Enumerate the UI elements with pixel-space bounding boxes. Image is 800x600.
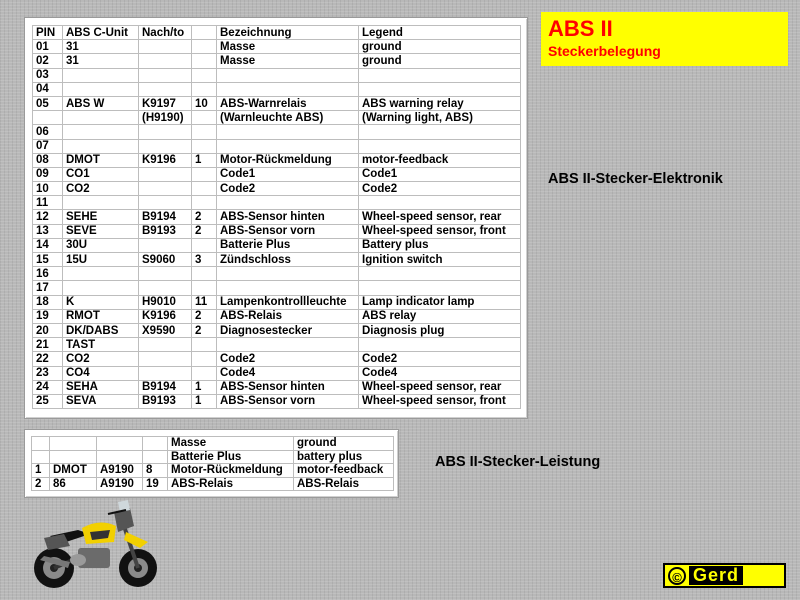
table-row (33, 153, 521, 167)
table-cell: K9196 (139, 309, 192, 323)
table-cell: 31 (63, 54, 139, 68)
copyright-icon: © (668, 567, 686, 585)
table-row (33, 338, 521, 352)
table-cell (192, 281, 217, 295)
table-cell (139, 366, 192, 380)
table-cell (139, 167, 192, 181)
table-cell (139, 125, 192, 139)
table-cell: 2 (192, 323, 217, 337)
table-cell: 25 (33, 394, 63, 408)
table-row (33, 224, 521, 238)
table-row (33, 139, 521, 153)
table-cell (139, 338, 192, 352)
table-cell: 10 (33, 182, 63, 196)
table-cell: Masse (168, 437, 294, 451)
table-cell: 2 (192, 224, 217, 238)
table-cell (139, 267, 192, 281)
table-cell (97, 437, 143, 451)
table-cell: Batterie Plus (217, 238, 359, 252)
table-cell (192, 182, 217, 196)
title-box (541, 12, 788, 66)
table-cell: ground (294, 437, 394, 451)
table-cell (50, 437, 97, 451)
table-cell: Code4 (359, 366, 521, 380)
table-row (32, 464, 394, 478)
table-cell: 86 (50, 477, 97, 491)
table-cell: 11 (33, 196, 63, 210)
table-cell (139, 281, 192, 295)
table-cell (217, 338, 359, 352)
table-row (33, 394, 521, 408)
table-cell: motor-feedback (294, 464, 394, 478)
table-cell (50, 450, 97, 464)
table-cell (217, 281, 359, 295)
table-cell: A9190 (97, 464, 143, 478)
table-cell (217, 267, 359, 281)
table-cell: DK/DABS (63, 323, 139, 337)
table-cell: 09 (33, 167, 63, 181)
column-header: Legend (359, 26, 521, 40)
table-cell: 20 (33, 323, 63, 337)
table-cell: 07 (33, 139, 63, 153)
table-cell (217, 139, 359, 153)
power-connector-table (31, 436, 394, 491)
table-cell: X9590 (139, 323, 192, 337)
table-cell (359, 196, 521, 210)
table-cell: DMOT (50, 464, 97, 478)
table-cell: 16 (33, 267, 63, 281)
table-row (33, 380, 521, 394)
table-row (33, 182, 521, 196)
table-cell (192, 167, 217, 181)
table-cell (192, 196, 217, 210)
table-cell (63, 267, 139, 281)
table-cell: 31 (63, 40, 139, 54)
table-cell: CO1 (63, 167, 139, 181)
table-cell (139, 238, 192, 252)
table-cell: ABS warning relay (359, 96, 521, 110)
table-cell: 17 (33, 281, 63, 295)
table-cell (63, 125, 139, 139)
table-cell: Diagnosestecker (217, 323, 359, 337)
table-cell: (Warning light, ABS) (359, 111, 521, 125)
pin-assignment-table (32, 25, 521, 409)
table-row (33, 267, 521, 281)
column-header: ABS C-Unit (63, 26, 139, 40)
table-cell: 13 (33, 224, 63, 238)
table-row (33, 309, 521, 323)
table-cell: K9197 (139, 96, 192, 110)
power-table-panel (24, 429, 399, 498)
table-cell: 02 (33, 54, 63, 68)
table-cell: S9060 (139, 253, 192, 267)
table-cell: 15 (33, 253, 63, 267)
table-row (32, 477, 394, 491)
table-cell (32, 437, 50, 451)
table-cell: 04 (33, 82, 63, 96)
table-cell (192, 238, 217, 252)
table-cell: B9193 (139, 394, 192, 408)
column-header (192, 26, 217, 40)
table-cell (139, 352, 192, 366)
table-cell: B9194 (139, 210, 192, 224)
table-cell: Code2 (217, 182, 359, 196)
table-cell (139, 139, 192, 153)
table-cell: Code2 (359, 352, 521, 366)
column-header: Bezeichnung (217, 26, 359, 40)
table-cell: ABS-Relais (217, 309, 359, 323)
table-row (32, 437, 394, 451)
table-cell: battery plus (294, 450, 394, 464)
table-cell (97, 450, 143, 464)
table-row (33, 196, 521, 210)
table-cell: ABS-Sensor hinten (217, 380, 359, 394)
table-cell: 8 (143, 464, 168, 478)
table-cell: 08 (33, 153, 63, 167)
table-cell: Code2 (217, 352, 359, 366)
table-cell: A9190 (97, 477, 143, 491)
table-cell: Ignition switch (359, 253, 521, 267)
table-cell: Lamp indicator lamp (359, 295, 521, 309)
copyright-logo (663, 563, 786, 588)
table-cell: 24 (33, 380, 63, 394)
table-cell: RMOT (63, 309, 139, 323)
table-cell: ABS relay (359, 309, 521, 323)
table-cell: Code1 (217, 167, 359, 181)
column-header: PIN (33, 26, 63, 40)
table-row (33, 40, 521, 54)
table-row (33, 352, 521, 366)
table-cell: Wheel-speed sensor, rear (359, 210, 521, 224)
table-row (33, 210, 521, 224)
column-header: Nach/to (139, 26, 192, 40)
table-cell (217, 68, 359, 82)
table-cell: 22 (33, 352, 63, 366)
table-cell (139, 40, 192, 54)
table-row (33, 281, 521, 295)
table-cell: 01 (33, 40, 63, 54)
table-cell (139, 54, 192, 68)
table-cell: (Warnleuchte ABS) (217, 111, 359, 125)
table-cell: 1 (192, 394, 217, 408)
table-cell: 21 (33, 338, 63, 352)
table-cell (217, 125, 359, 139)
table-cell (192, 40, 217, 54)
table-cell: 1 (192, 153, 217, 167)
table-cell: ABS-Relais (294, 477, 394, 491)
table-cell (139, 82, 192, 96)
table-cell: 18 (33, 295, 63, 309)
table-cell: 23 (33, 366, 63, 380)
table-cell (192, 366, 217, 380)
table-cell: Batterie Plus (168, 450, 294, 464)
table-cell (192, 82, 217, 96)
table-cell: Code1 (359, 167, 521, 181)
table-header-row (33, 26, 521, 40)
table-cell: CO2 (63, 182, 139, 196)
table-row (33, 111, 521, 125)
table-cell (359, 338, 521, 352)
table-cell (217, 196, 359, 210)
table-cell (192, 125, 217, 139)
table-cell: ABS-Sensor vorn (217, 224, 359, 238)
table-cell: Lampenkontrollleuchte (217, 295, 359, 309)
table-row (33, 125, 521, 139)
table-cell: 2 (192, 210, 217, 224)
table-cell (33, 111, 63, 125)
table-cell: 14 (33, 238, 63, 252)
table-cell (192, 111, 217, 125)
table-cell (63, 281, 139, 295)
table-cell (143, 450, 168, 464)
table-row (33, 68, 521, 82)
table-cell: SEVA (63, 394, 139, 408)
table-cell: B9193 (139, 224, 192, 238)
table-row (33, 238, 521, 252)
table-cell (63, 139, 139, 153)
table-cell: 19 (143, 477, 168, 491)
table-cell: 19 (33, 309, 63, 323)
table-row (33, 295, 521, 309)
table-cell (143, 437, 168, 451)
table-cell: Wheel-speed sensor, front (359, 224, 521, 238)
page-subtitle: Steckerbelegung (548, 43, 661, 59)
table-cell: (H9190) (139, 111, 192, 125)
table-cell: Masse (217, 54, 359, 68)
table-cell: 3 (192, 253, 217, 267)
table-cell (192, 352, 217, 366)
table-cell: CO2 (63, 352, 139, 366)
table-cell: K (63, 295, 139, 309)
page-title: ABS II (548, 16, 613, 41)
table-cell: Battery plus (359, 238, 521, 252)
table-cell: 12 (33, 210, 63, 224)
table-cell: Code2 (359, 182, 521, 196)
table-cell: 11 (192, 295, 217, 309)
table-cell (359, 139, 521, 153)
table-cell: Masse (217, 40, 359, 54)
table-cell: SEVE (63, 224, 139, 238)
table-cell (63, 82, 139, 96)
table-cell (192, 54, 217, 68)
table-row (32, 450, 394, 464)
logo-text: Gerd (689, 566, 743, 585)
table-cell: Wheel-speed sensor, rear (359, 380, 521, 394)
table-cell: 03 (33, 68, 63, 82)
table-cell: 1 (32, 464, 50, 478)
table-cell: ABS-Sensor hinten (217, 210, 359, 224)
table-cell: 15U (63, 253, 139, 267)
table-cell: K9196 (139, 153, 192, 167)
table-cell: ground (359, 40, 521, 54)
table-cell (63, 196, 139, 210)
table-cell: Motor-Rückmeldung (168, 464, 294, 478)
table-cell (192, 338, 217, 352)
table-row (33, 366, 521, 380)
table-cell (63, 68, 139, 82)
table-cell: 10 (192, 96, 217, 110)
table-cell: ABS-Relais (168, 477, 294, 491)
table-cell: 30U (63, 238, 139, 252)
table-cell: SEHA (63, 380, 139, 394)
table-cell: 1 (192, 380, 217, 394)
table-cell: TAST (63, 338, 139, 352)
table-row (33, 54, 521, 68)
caption-electronic-connector: ABS II-Stecker-Elektronik (548, 171, 723, 187)
table-cell: SEHE (63, 210, 139, 224)
table-cell (359, 281, 521, 295)
table-cell (192, 139, 217, 153)
table-row (33, 167, 521, 181)
table-cell (359, 82, 521, 96)
table-cell: ground (359, 54, 521, 68)
table-cell: ABS-Warnrelais (217, 96, 359, 110)
table-cell: B9194 (139, 380, 192, 394)
table-cell (139, 182, 192, 196)
table-cell (139, 196, 192, 210)
table-cell: 05 (33, 96, 63, 110)
table-row (33, 323, 521, 337)
table-cell: motor-feedback (359, 153, 521, 167)
table-cell: 06 (33, 125, 63, 139)
table-cell: 2 (32, 477, 50, 491)
caption-power-connector: ABS II-Stecker-Leistung (435, 454, 601, 470)
table-cell (359, 125, 521, 139)
pin-table-panel (24, 17, 528, 419)
table-cell (192, 68, 217, 82)
table-cell (63, 111, 139, 125)
table-cell: ABS-Sensor vorn (217, 394, 359, 408)
motorcycle-illustration (30, 498, 158, 592)
table-cell: Code4 (217, 366, 359, 380)
table-cell: DMOT (63, 153, 139, 167)
table-cell (359, 267, 521, 281)
table-cell (139, 68, 192, 82)
table-cell: ABS W (63, 96, 139, 110)
table-cell: Wheel-speed sensor, front (359, 394, 521, 408)
table-cell: 2 (192, 309, 217, 323)
table-cell (32, 450, 50, 464)
table-cell (192, 267, 217, 281)
table-cell: H9010 (139, 295, 192, 309)
table-row (33, 82, 521, 96)
table-cell: Motor-Rückmeldung (217, 153, 359, 167)
table-cell: Diagnosis plug (359, 323, 521, 337)
table-cell (217, 82, 359, 96)
table-cell (359, 68, 521, 82)
table-row (33, 96, 521, 110)
table-cell: CO4 (63, 366, 139, 380)
table-row (33, 253, 521, 267)
table-cell: Zündschloss (217, 253, 359, 267)
